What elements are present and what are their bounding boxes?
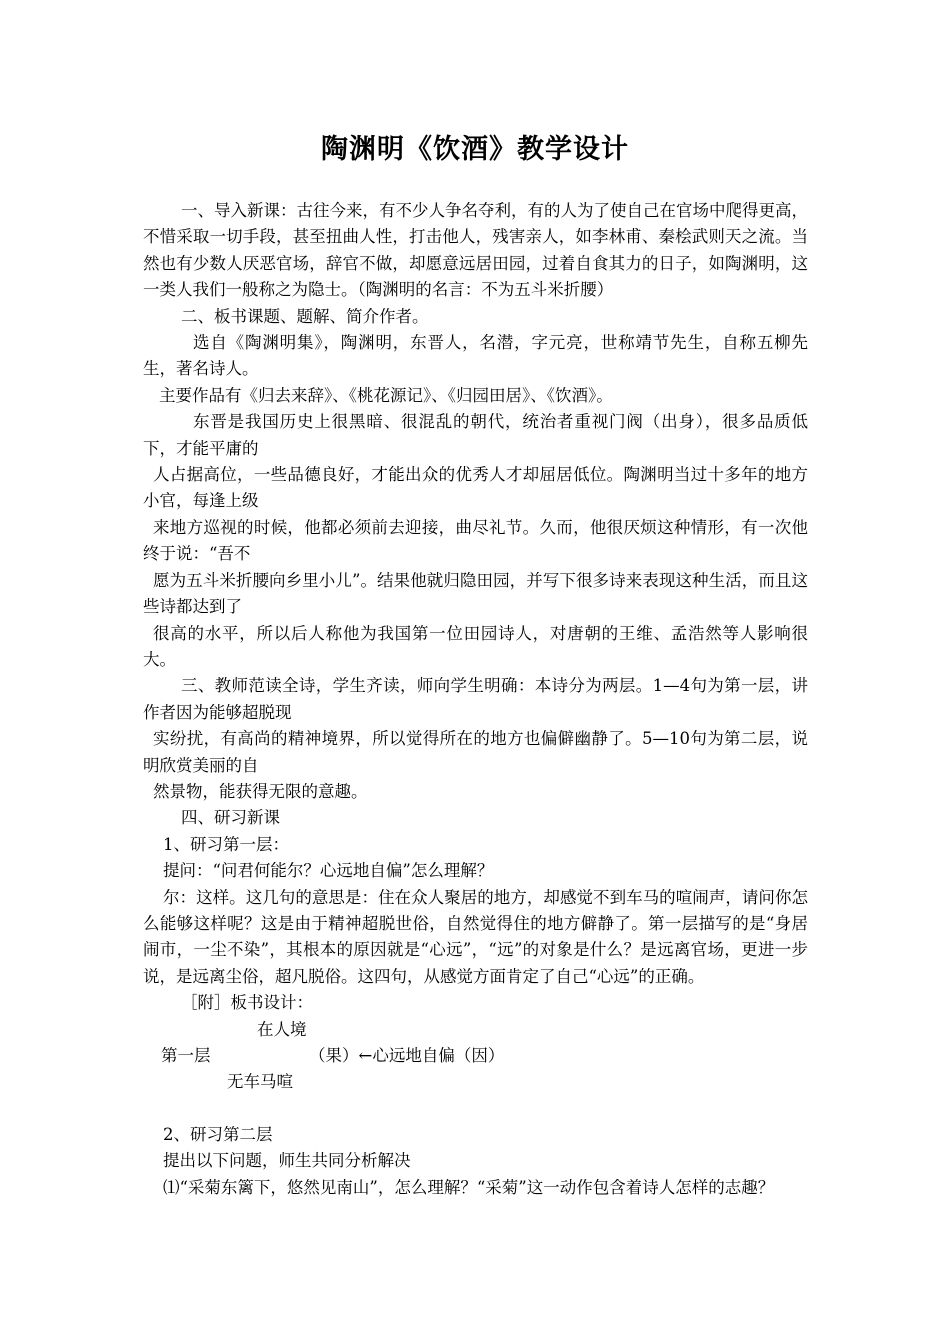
board-bottom: 无车马喧 bbox=[227, 1071, 293, 1091]
paragraph-background-3: 来地方巡视的时候，他都必须前去迎接，曲尽礼节。久而，他很厌烦这种情形，有一次他终于说：“吾不 bbox=[143, 517, 808, 564]
board-middle: （果）←心远地自偏（因） bbox=[309, 1045, 505, 1065]
spacer bbox=[143, 1096, 808, 1122]
paragraph-background-1: 东晋是我国历史上很黑暗、很混乱的朝代，统治者重视门阀（出身），很多品质低下，才能平庸的 bbox=[143, 412, 808, 458]
board-design bbox=[143, 1017, 808, 1096]
paragraph-section-3-2: 实纷扰，有高尚的精神境界，所以觉得所在的地方也偏僻幽静了。5—10句为第二层，说明欣赏美丽的自 bbox=[143, 729, 808, 775]
board-left: 第一层 bbox=[161, 1045, 211, 1065]
paragraph-intro: 一、导入新课：古往今来，有不少人争名夺利，有的人为了使自己在官场中爬得更高，不惜采取一切手段，甚至扭曲人性，打击他人，残害亲人，如李林甫、秦桧武则天之流。当然也有少数人厌恶官场，辞官不做，却愿意远居田园，过着自食其力的日子，如陶渊明，这一类人我们一般称之为隐士。（陶渊明的名言：不为五斗米折腰） bbox=[143, 201, 808, 300]
paragraph-background-5: 很高的水平，所以后人称他为我国第一位田园诗人，对唐朝的王维、孟浩然等人影响很大。 bbox=[143, 623, 808, 669]
paragraph-answer-1: 尔：这样。这几句的意思是：住在众人聚居的地方，却感觉不到车马的喧闹声，请问你怎么能够这样呢？这是由于精神超脱世俗，自然觉得住的地方僻静了。第一层描写的是“身居闹市，一尘不染”，其根本的原因就是“心远”，“远”的对象是什么？是远离官场，更进一步说，是远离尘俗，超凡脱俗。这四句，从感觉方面肯定了自己“心远”的正确。 bbox=[143, 887, 808, 986]
paragraph-works: 主要作品有《归去来辞》、《桃花源记》、《归园田居》、《饮酒》。 bbox=[159, 385, 613, 405]
paragraph-section-2-heading: 二、板书课题、题解、简介作者。 bbox=[181, 306, 429, 326]
paragraph-instruction: 提出以下问题，师生共同分析解决 bbox=[163, 1151, 411, 1171]
paragraph-background-4: 愿为五斗米折腰向乡里小儿”。结果他就归隐田园，并写下很多诗来表现这种生活，而且这些诗都达到了 bbox=[143, 570, 808, 617]
paragraph-section-4-heading: 四、研习新课 bbox=[181, 808, 280, 828]
paragraph-source: 选自《陶渊明集》，陶渊明，东晋人，名潜，字元亮，世称靖节先生，自称五柳先生，著名诗人。 bbox=[143, 333, 808, 379]
document-title: 陶渊明《饮酒》教学设计 bbox=[321, 134, 629, 165]
paragraph-background-2: 人占据高位，一些品德良好，才能出众的优秀人才却屈居低位。陶渊明当过十多年的地方小官，每逢上级 bbox=[143, 465, 808, 511]
paragraph-question-1: 提问：“问君何能尔？心远地自偏”怎么理解？ bbox=[163, 861, 494, 881]
paragraph-section-3-3: 然景物，能获得无限的意趣。 bbox=[153, 781, 368, 801]
document-body bbox=[143, 198, 808, 1201]
paragraph-board-heading: ［附］板书设计： bbox=[181, 993, 313, 1013]
board-top: 在人境 bbox=[257, 1019, 307, 1039]
paragraph-question-2: ⑴“采菊东篱下，悠然见南山”，怎么理解？“采菊”这一动作包含着诗人怎样的志趣？ bbox=[163, 1177, 775, 1197]
paragraph-section-3-1: 三、教师范读全诗，学生齐读，师向学生明确：本诗分为两层。1—4句为第一层，讲作者因为能够超脱现 bbox=[143, 676, 808, 722]
paragraph-study-layer-2: 2、研习第二层 bbox=[163, 1124, 273, 1144]
paragraph-study-layer-1: 1、研习第一层： bbox=[163, 834, 289, 854]
